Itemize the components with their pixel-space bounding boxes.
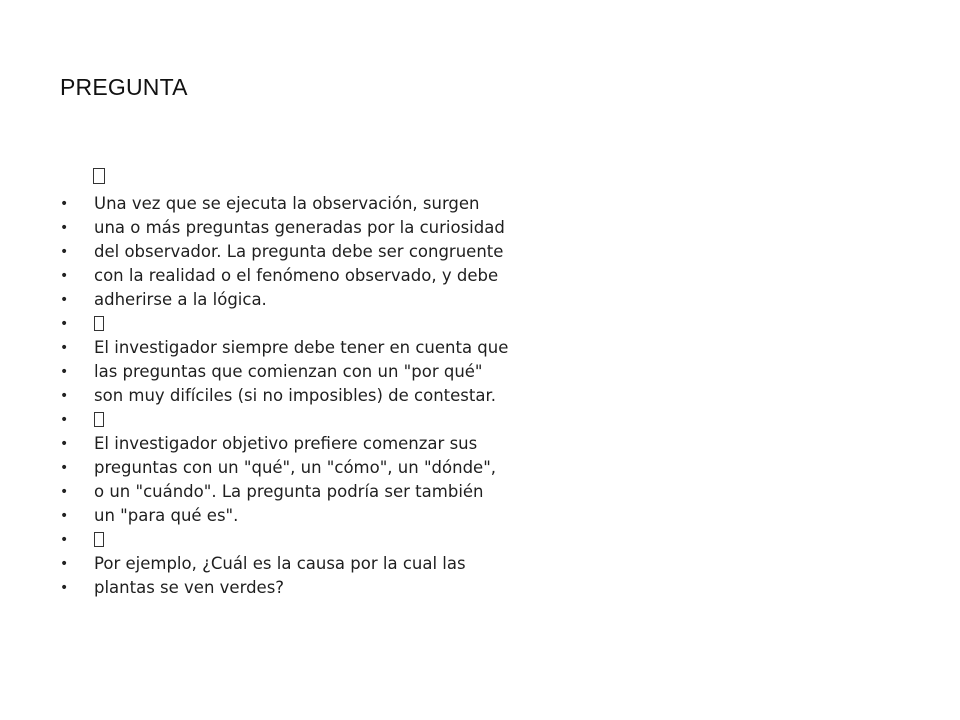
bullet-text: preguntas con un "qué", un "cómo", un "dónde", [94, 458, 497, 477]
bullet-dot-icon: • [60, 220, 69, 236]
bullet-text: las preguntas que comienzan con un "por qué" [94, 362, 483, 381]
bullet-text: El investigador siempre debe tener en cuenta que [94, 338, 509, 357]
bullet-dot-icon: • [60, 580, 69, 596]
bullet-text: Una vez que se ejecuta la observación, surgen [94, 194, 480, 213]
bullet-text: o un "cuándo". La pregunta podría ser también [94, 482, 484, 501]
bullet-dot-icon: • [60, 292, 69, 308]
bullet-dot-icon: • [60, 556, 69, 572]
slide-title: PREGUNTA [60, 74, 188, 100]
bullet-dot-icon: • [60, 484, 69, 500]
bullet-text: plantas se ven verdes? [94, 578, 285, 597]
bullet-text: del observador. La pregunta debe ser congruente [94, 242, 504, 261]
bullet-dot-icon: • [60, 388, 69, 404]
bullet-text: con la realidad o el fenómeno observado, y debe [94, 266, 499, 285]
bullet-dot-icon: • [60, 316, 69, 332]
bullet-dot-icon: • [60, 460, 69, 476]
bullet-dot-icon: • [60, 412, 69, 428]
bullet-dot-icon: • [60, 364, 69, 380]
bullet-dot-icon: • [60, 532, 69, 548]
bullet-dot-icon: • [60, 436, 69, 452]
bullet-text: Por ejemplo, ¿Cuál es la causa por la cual las [94, 554, 466, 573]
bullet-dot-icon: • [60, 244, 69, 260]
missing-glyph-box-icon [94, 408, 104, 432]
bullet-dot-icon: • [60, 508, 69, 524]
bullet-text: son muy difíciles (si no imposibles) de contestar. [94, 386, 496, 405]
bullet-text: un "para qué es". [94, 506, 239, 525]
missing-glyph-box-icon [94, 312, 104, 336]
bullet-dot-icon: • [60, 340, 69, 356]
bullet-text: adherirse a la lógica. [94, 290, 267, 309]
missing-glyph-box-icon [93, 168, 105, 184]
bullet-dot-icon: • [60, 196, 69, 212]
missing-glyph-box-icon [94, 528, 104, 552]
bullet-text: una o más preguntas generadas por la curiosidad [94, 218, 505, 237]
bullet-text: El investigador objetivo prefiere comenzar sus [94, 434, 478, 453]
bullet-dot-icon: • [60, 268, 69, 284]
